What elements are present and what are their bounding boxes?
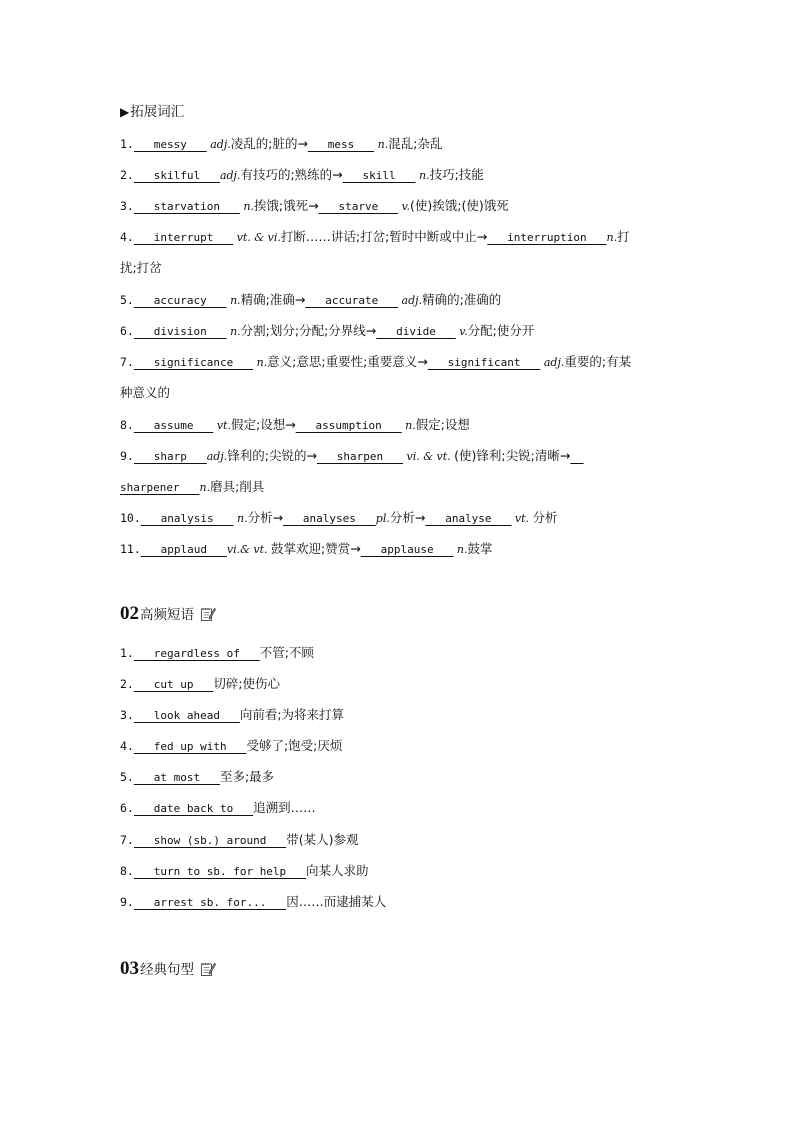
vocab-item (120, 354, 680, 371)
part-of-speech: vi. & vt. (403, 450, 455, 463)
meaning-text: 不管;不顾 (259, 645, 314, 660)
meaning-text: 假定;设想→ (230, 417, 296, 432)
phrase-item (120, 738, 680, 755)
vocab-item (120, 479, 680, 496)
answer-blank: sharpener (120, 481, 200, 494)
meaning-text: 分割;划分;分配;分界线→ (240, 323, 377, 338)
vocab-item (120, 385, 680, 401)
section-number: 03 (120, 958, 139, 979)
item-number: 6. (120, 801, 134, 815)
vocab-item (120, 260, 680, 276)
answer-blank: mess (307, 138, 375, 151)
meaning-text: 精确;准确→ (240, 292, 306, 307)
answer-blank: assume (133, 419, 214, 432)
answer-blank: analysis (140, 512, 234, 525)
item-number: 2. (120, 677, 134, 691)
part-of-speech: adj. (540, 356, 565, 369)
phrase-item (120, 769, 680, 786)
phrases-section-title (120, 600, 216, 624)
meaning-text: 打断……讲话;打岔;暂时中断或中止→ (280, 229, 488, 244)
meaning-text: (使)挨饿;(使)饿死 (409, 198, 509, 213)
answer-blank: arrest sb. for... (133, 896, 287, 909)
vocab-heading (120, 104, 680, 120)
item-number: 5. (120, 770, 134, 784)
meaning-continuation: 种意义的 (120, 385, 171, 400)
part-of-speech: n. (226, 325, 241, 338)
meaning-text: 重要的;有某 (564, 354, 632, 369)
vocab-item (120, 323, 680, 340)
item-number: 9. (120, 449, 134, 463)
answer-blank: skilful (133, 169, 220, 182)
answer-blank: show (sb.) around (133, 834, 287, 847)
part-of-speech: v. (398, 200, 410, 213)
item-number: 3. (120, 708, 134, 722)
part-of-speech: n. (226, 294, 241, 307)
answer-blank: fed up with (133, 740, 247, 753)
meaning-text: 打 (617, 229, 630, 244)
vocab-item (120, 292, 680, 309)
part-of-speech: vt. & vi. (233, 231, 281, 244)
answer-blank: starve (318, 200, 399, 213)
phrase-item (120, 863, 680, 880)
part-of-speech: n. (199, 481, 211, 494)
meaning-text: 有技巧的;熟练的→ (240, 167, 343, 182)
section-number: 02 (120, 603, 139, 624)
item-number: 9. (120, 895, 134, 909)
meaning-text: 混乱;杂乱 (388, 136, 443, 151)
item-number: 7. (120, 355, 134, 369)
item-number: 10. (120, 511, 141, 525)
answer-blank: at most (133, 771, 220, 784)
vocab-item (120, 229, 680, 246)
part-of-speech: vi.& vt. (226, 543, 272, 556)
item-number: 8. (120, 864, 134, 878)
meaning-text: 技巧;技能 (429, 167, 484, 182)
answer-blank (570, 450, 583, 463)
answer-blank: messy (133, 138, 207, 151)
item-number: 7. (120, 833, 134, 847)
meaning-text: 精确的;准确的 (422, 292, 502, 307)
answer-blank: assumption (295, 419, 402, 432)
answer-blank: look ahead (133, 709, 240, 722)
meaning-text: 分析 (532, 510, 558, 525)
meaning-text: 分析→ (247, 510, 284, 525)
answer-blank: analyse (425, 512, 512, 525)
answer-blank: divide (376, 325, 456, 338)
vocab-item (120, 167, 680, 184)
meaning-text: (使)锋利;尖锐;清晰→ (454, 448, 571, 463)
answer-blank: skill (342, 169, 416, 182)
answer-blank: sharp (133, 450, 207, 463)
phrase-item (120, 832, 680, 849)
meaning-text: 向前看;为将来打算 (239, 707, 345, 722)
meaning-text: 受够了;饱受;厌烦 (246, 738, 343, 753)
answer-blank: cut up (133, 678, 214, 691)
notepad-pencil-icon (200, 606, 216, 622)
part-of-speech: adj. (219, 169, 241, 182)
item-number: 2. (120, 168, 134, 182)
item-number: 4. (120, 739, 134, 753)
phrase-item (120, 800, 680, 817)
answer-blank: interrupt (133, 231, 234, 244)
answer-blank: interruption (487, 231, 607, 244)
item-number: 5. (120, 293, 134, 307)
section-heading: 高频短语 (140, 607, 194, 623)
meaning-text: 意义;意思;重要性;重要意义→ (267, 354, 428, 369)
part-of-speech: vt. (213, 419, 231, 432)
part-of-speech: n. (239, 200, 254, 213)
part-of-speech: vt. (511, 512, 533, 525)
section-heading: 经典句型 (140, 962, 194, 978)
phrase-item (120, 707, 680, 724)
phrase-item (120, 645, 680, 662)
item-number: 4. (120, 230, 134, 244)
answer-blank: accurate (305, 294, 399, 307)
meaning-text: 分配;使分开 (467, 323, 535, 338)
part-of-speech: adj. (206, 450, 228, 463)
part-of-speech: n. (606, 231, 618, 244)
part-of-speech: n. (415, 169, 430, 182)
meaning-text: 带(某人)参观 (286, 832, 359, 847)
notepad-pencil-icon (200, 961, 216, 977)
part-of-speech: pl. (375, 512, 390, 525)
answer-blank: regardless of (133, 647, 260, 660)
vocab-item (120, 417, 680, 434)
answer-blank: division (133, 325, 227, 338)
part-of-speech: adj. (398, 294, 423, 307)
meaning-text: 鼓掌欢迎;赞赏→ (271, 541, 361, 556)
answer-blank: sharpen (316, 450, 404, 463)
meaning-text: 假定;设想 (415, 417, 470, 432)
item-number: 3. (120, 199, 134, 213)
meaning-text: 鼓掌 (467, 541, 493, 556)
meaning-text: 追溯到…… (253, 800, 316, 815)
item-number: 1. (120, 137, 134, 151)
part-of-speech: v. (455, 325, 468, 338)
vocab-item (120, 136, 680, 153)
answer-blank: date back to (133, 802, 254, 815)
answer-blank: applaud (140, 543, 227, 556)
vocab-item (120, 448, 680, 465)
meaning-text: 凌乱的;脏的→ (230, 136, 308, 151)
meaning-text: 挨饿;饿死→ (253, 198, 319, 213)
answer-blank: starvation (133, 200, 240, 213)
meaning-text: 切碎;使伤心 (213, 676, 281, 691)
part-of-speech: adj. (206, 138, 231, 151)
meaning-text: 分析→ (389, 510, 426, 525)
phrase-item (120, 894, 680, 911)
meaning-text: 磨具;削具 (210, 479, 265, 494)
phrase-item (120, 676, 680, 693)
meaning-text: 锋利的;尖锐的→ (227, 448, 317, 463)
answer-blank: accuracy (133, 294, 227, 307)
answer-blank: significance (133, 356, 254, 369)
item-number: 8. (120, 418, 134, 432)
answer-blank: turn to sb. for help (133, 865, 307, 878)
part-of-speech: n. (453, 543, 468, 556)
item-number: 11. (120, 542, 141, 556)
item-number: 6. (120, 324, 134, 338)
answer-blank: analyses (283, 512, 376, 525)
part-of-speech: n. (253, 356, 268, 369)
meaning-text: 至多;最多 (219, 769, 275, 784)
answer-blank: significant (427, 356, 541, 369)
triangle-marker-icon: ▶ (120, 105, 130, 119)
vocab-item (120, 198, 680, 215)
vocab-item (120, 510, 680, 527)
sentences-section-title (120, 955, 216, 979)
answer-blank: applause (360, 543, 454, 556)
meaning-text: 因……而逮捕某人 (286, 894, 387, 909)
meaning-continuation: 扰;打岔 (120, 260, 162, 275)
vocab-item (120, 541, 680, 558)
meaning-text: 向某人求助 (306, 863, 369, 878)
part-of-speech: n. (374, 138, 389, 151)
part-of-speech: n. (401, 419, 416, 432)
item-number: 1. (120, 646, 134, 660)
part-of-speech: n. (233, 512, 248, 525)
vocab-heading-text: 拓展词汇 (130, 104, 185, 120)
